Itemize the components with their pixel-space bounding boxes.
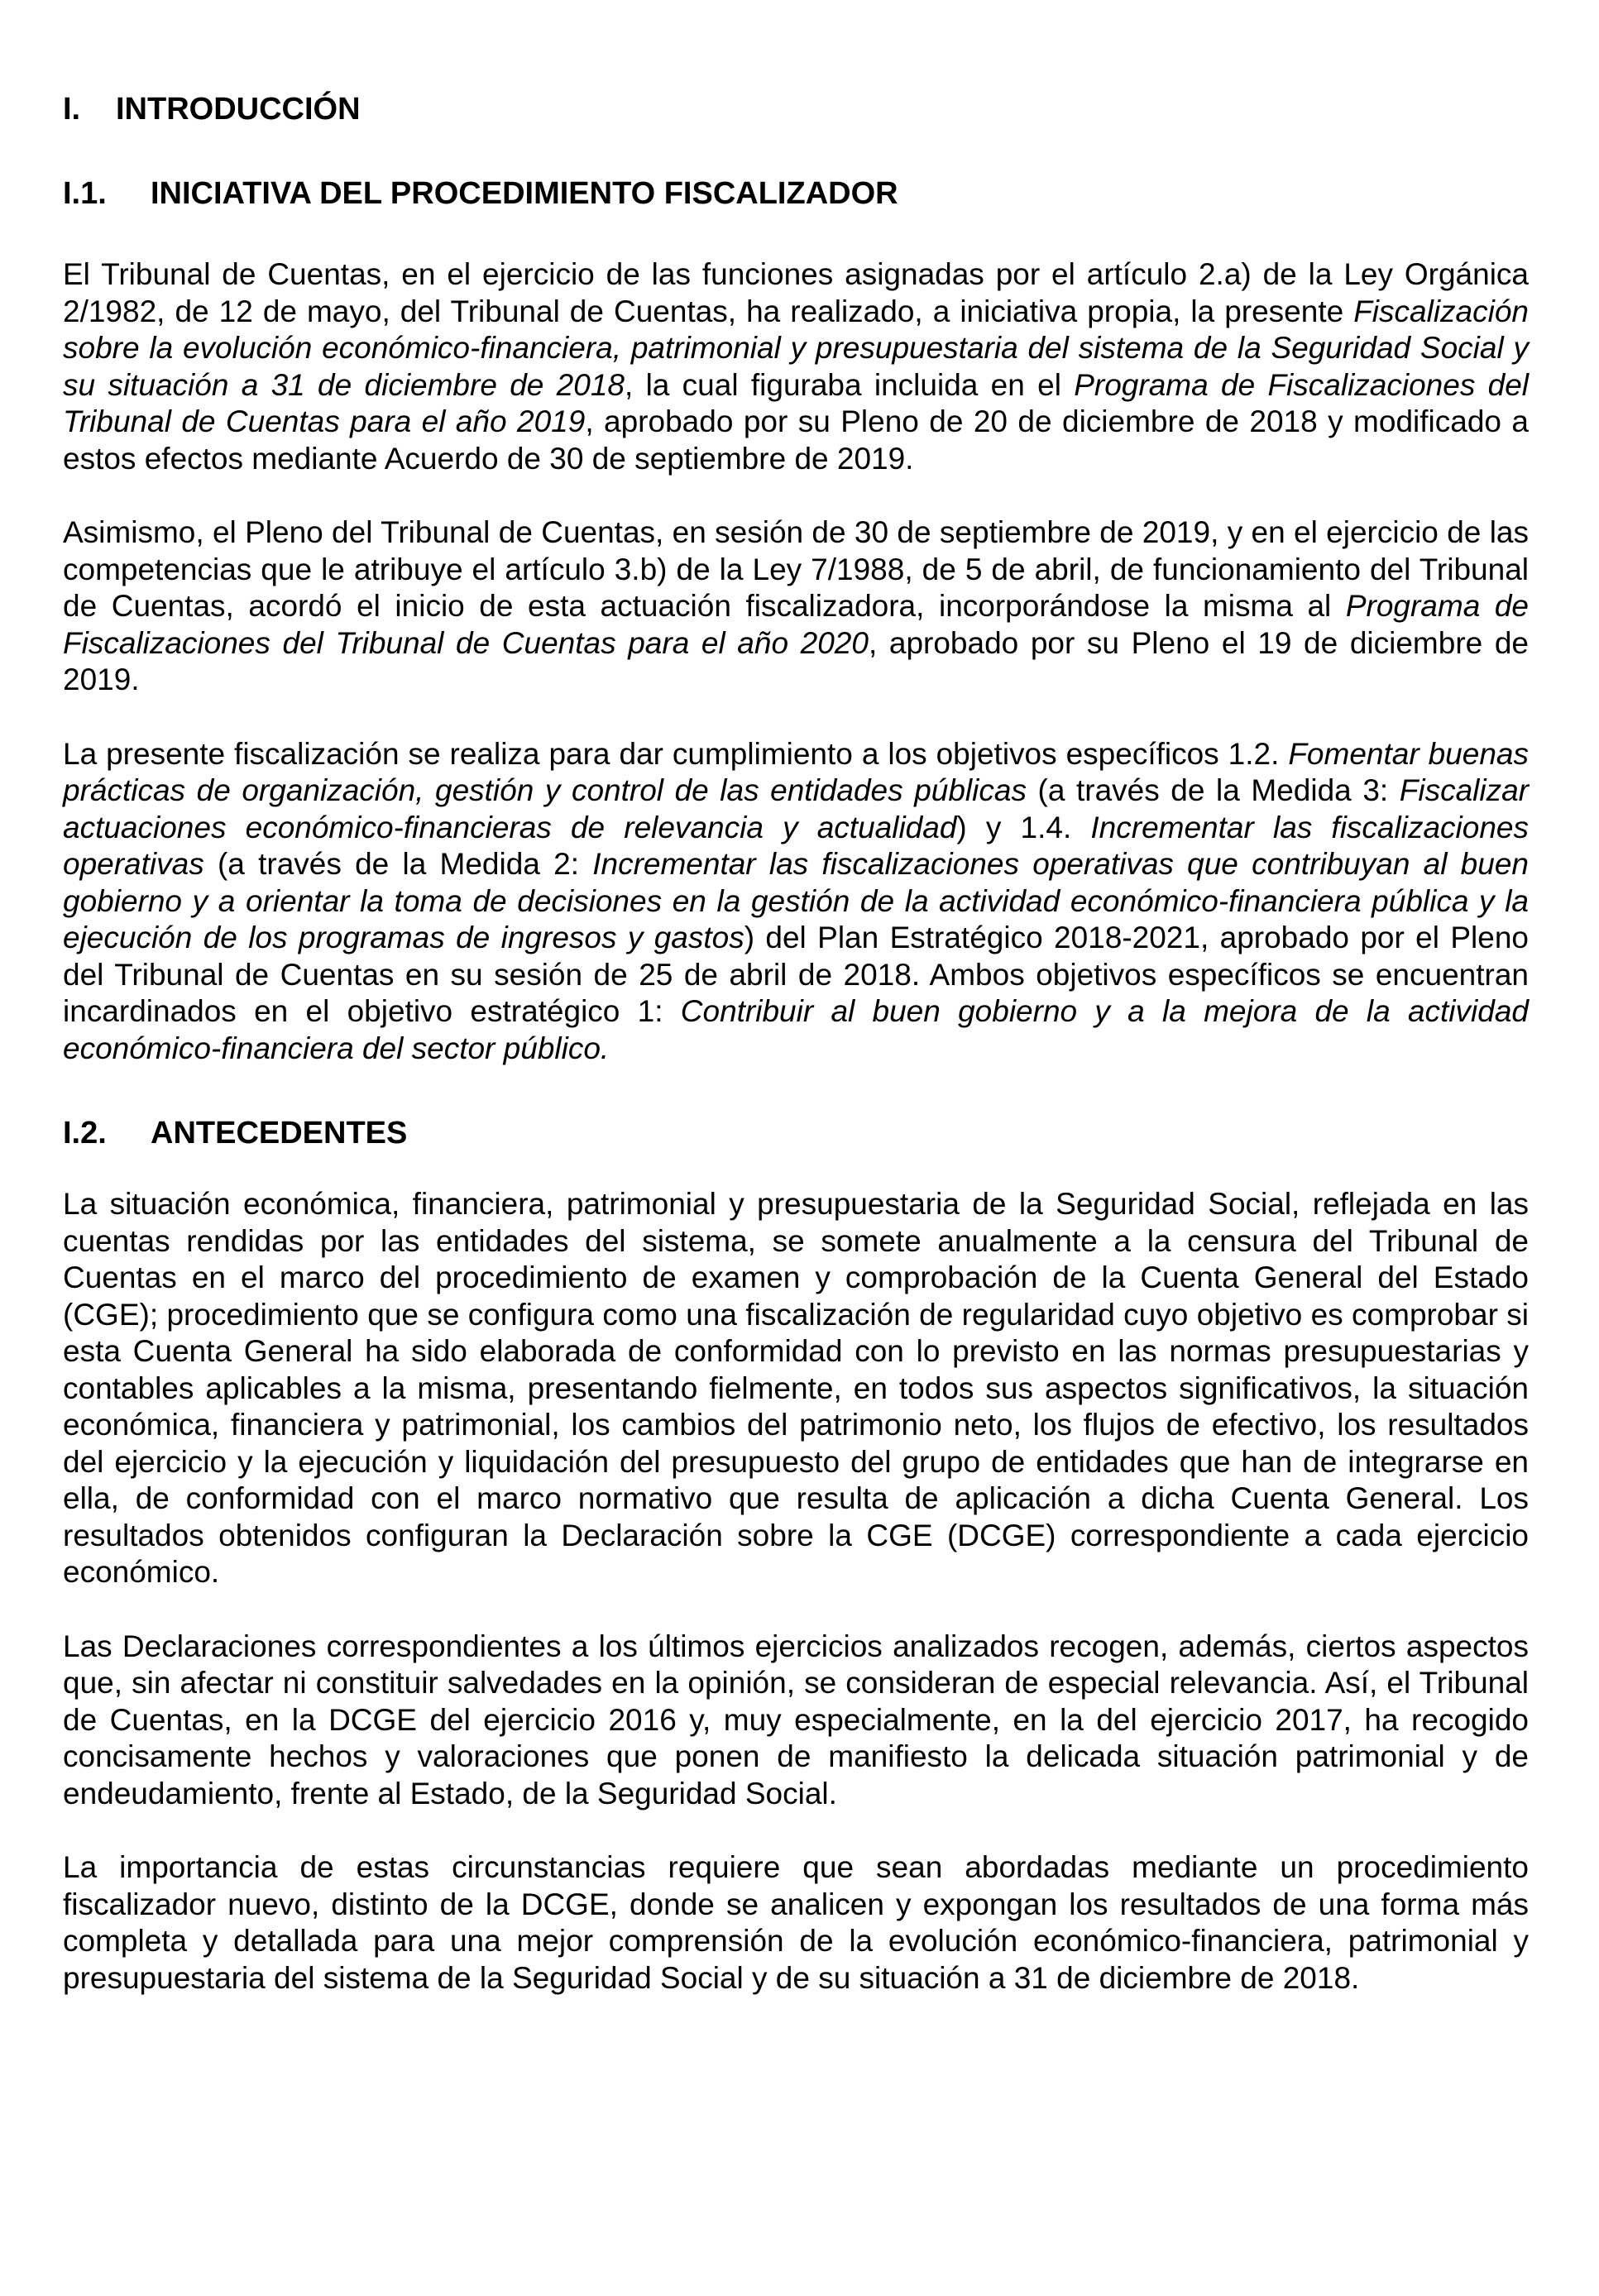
subsection-number: I.2. <box>63 1116 107 1150</box>
italic-text: Incrementar las fiscalizaciones operativas que contribuyan al buen gobierno y a orientar la toma de decisiones en la gestión de la actividad económico-financiera pública y la ejecución de los programas de ingresos y gastos <box>63 847 1529 954</box>
paragraph <box>63 256 1529 477</box>
antecedentes-body <box>63 1186 1529 1997</box>
paragraph-text: (a través de la Medida 3: <box>1026 773 1400 807</box>
paragraph-text: La importancia de estas circunstancias requiere que sean abordadas mediante un procedimiento fiscalizador nuevo, distinto de la DCGE, donde se analicen y expongan los resultados de una forma más completa y detallada para una mejor comprensión de la evolución económico-financiera, patrimonial y presupuestaria del sistema de la Seguridad Social y de su situación a 31 de diciembre de 2018. <box>63 1850 1529 1995</box>
subsection-title: INICIATIVA DEL PROCEDIMIENTO FISCALIZADOR <box>151 176 898 211</box>
italic-text: Fiscalizar actuaciones económico-financieras de relevancia y actualidad <box>63 773 1529 844</box>
paragraph-text: , la cual figuraba incluida en el <box>625 367 1075 402</box>
paragraph-text: La presente fiscalización se realiza para dar cumplimiento a los objetivos específicos 1.2. <box>63 736 1289 771</box>
section-number: I. <box>63 92 81 127</box>
section-heading <box>63 89 1529 129</box>
subsection-number: I.1. <box>63 176 107 211</box>
italic-text: Programa de Fiscalizaciones del Tribunal de Cuentas para el año 2019 <box>63 367 1530 438</box>
paragraph-text: ) y 1.4. <box>956 810 1091 844</box>
paragraph-text: ) del Plan Estratégico 2018-2021, aprobado por el Pleno del Tribunal de Cuentas en su sesión de 25 de abril de 2018. Ambos objetivos específicos se encuentran incardinados en el objetivo estratégico 1: <box>63 921 1529 1028</box>
paragraph-text: , aprobado por su Pleno el 19 de diciembre de 2019. <box>63 625 1529 696</box>
italic-text: Incrementar las fiscalizaciones operativas <box>63 810 1529 881</box>
italic-text: Fiscalización sobre la evolución económico-financiera, patrimonial y presupuestaria del sistema de la Seguridad Social y su situación a 31 de diciembre de 2018 <box>63 294 1529 402</box>
paragraph-text: , aprobado por su Pleno de 20 de diciembre de 2018 y modificado a estos efectos mediante Acuerdo de 30 de septiembre de 2019. <box>63 404 1529 476</box>
subsection-heading-iniciativa <box>63 174 1529 213</box>
italic-text: Fomentar buenas prácticas de organización, gestión y control de las entidades públicas <box>63 736 1529 807</box>
paragraph <box>63 1186 1529 1591</box>
subsection-title: ANTECEDENTES <box>151 1116 408 1150</box>
document-page <box>63 89 1529 1997</box>
italic-text: Contribuir al buen gobierno y a la mejora de la actividad económico-financiera del sector público. <box>63 994 1529 1065</box>
paragraph <box>63 1849 1529 1997</box>
iniciativa-body <box>63 256 1529 1067</box>
paragraph-text: Las Declaraciones correspondientes a los últimos ejercicios analizados recogen, además, ciertos aspectos que, sin afectar ni constituir salvedades en la opinión, se consideran de especial relevancia. Así, el Tribunal de Cuentas, en la DCGE del ejercicio 2016 y, muy especialmente, en la del ejercicio 2017, ha recogido concisamente hechos y valoraciones que ponen de manifiesto la delicada situación patrimonial y de endeudamiento, frente al Estado, de la Seguridad Social. <box>63 1629 1529 1810</box>
paragraph <box>63 736 1529 1068</box>
paragraph-text: La situación económica, financiera, patrimonial y presupuestaria de la Seguridad Social, reflejada en las cuentas rendidas por las entidades del sistema, se somete anualmente a la censura del Tribunal de Cuentas en el marco del procedimiento de examen y comprobación de la Cuenta General del Estado (CGE); procedimiento que se configura como una fiscalización de regularidad cuyo objetivo es comprobar si esta Cuenta General ha sido elaborada de conformidad con lo previsto en las normas presupuestarias y contables aplicables a la misma, presentando fielmente, en todos sus aspectos significativos, la situación económica, financiera y patrimonial, los cambios del patrimonio neto, los flujos de efectivo, los resultados del ejercicio y la ejecución y liquidación del presupuesto del grupo de entidades que han de integrarse en ella, de conformidad con el marco normativo que resulta de aplicación a dicha Cuenta General. Los resultados obtenidos configuran la Declaración sobre la CGE (DCGE) correspondiente a cada ejercicio económico. <box>63 1187 1529 1589</box>
paragraph-text: (a través de la Medida 2: <box>203 847 593 881</box>
paragraph <box>63 1629 1529 1813</box>
subsection-heading-antecedentes <box>63 1113 1529 1153</box>
paragraph-text: Asimismo, el Pleno del Tribunal de Cuentas, en sesión de 30 de septiembre de 2019, y en el ejercicio de las competencias que le atribuye el artículo 3.b) de la Ley 7/1988, de 5 de abril, de funcionamiento del Tribunal de Cuentas, acordó el inicio de esta actuación fiscalizadora, incorporándose la misma al <box>63 515 1529 623</box>
paragraph-text: El Tribunal de Cuentas, en el ejercicio de las funciones asignadas por el artículo 2.a) de la Ley Orgánica 2/1982, de 12 de mayo, del Tribunal de Cuentas, ha realizado, a iniciativa propia, la presente <box>63 257 1529 328</box>
paragraph <box>63 514 1529 699</box>
italic-text: Programa de Fiscalizaciones del Tribunal de Cuentas para el año 2020 <box>63 589 1529 660</box>
section-title: INTRODUCCIÓN <box>116 92 361 127</box>
